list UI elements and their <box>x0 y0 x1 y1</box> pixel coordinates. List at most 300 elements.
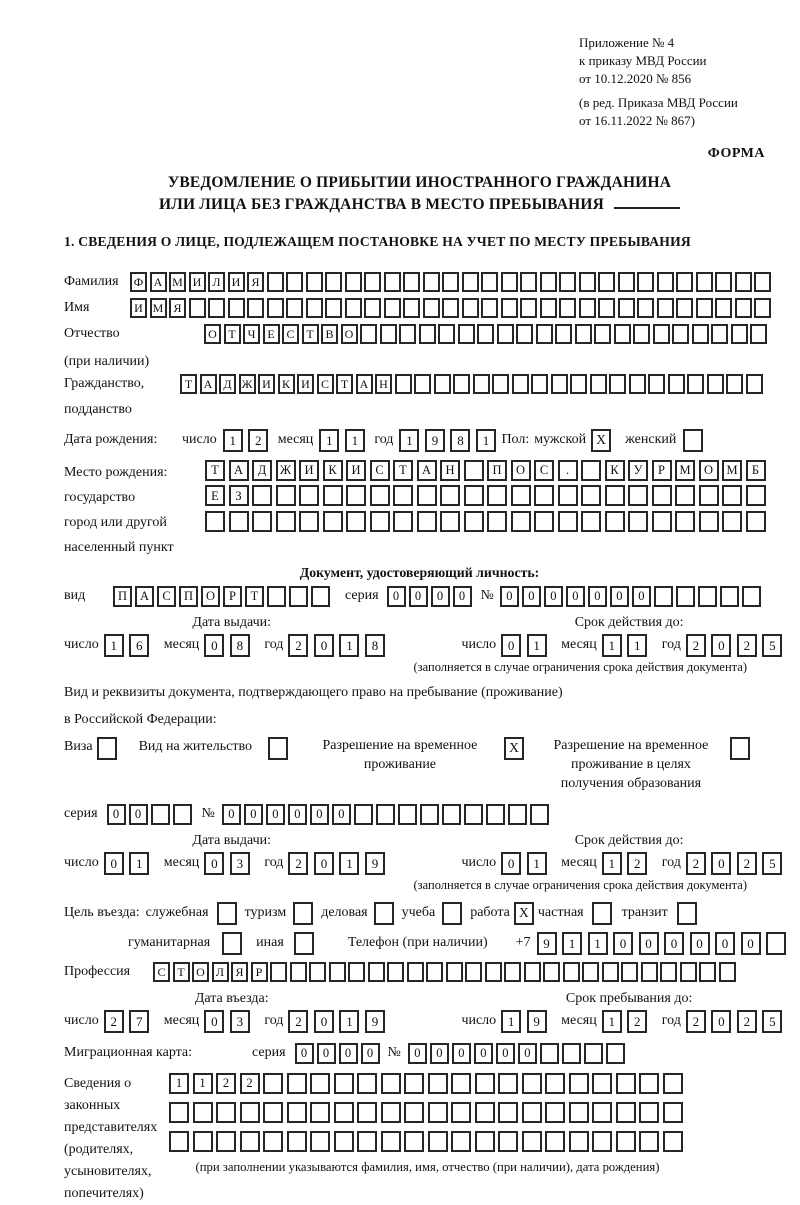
char-cell[interactable] <box>522 1131 542 1152</box>
char-cell[interactable]: 1 <box>588 932 608 955</box>
char-cell[interactable] <box>511 485 531 506</box>
char-cell[interactable] <box>477 324 494 344</box>
char-cell[interactable] <box>475 1102 495 1123</box>
char-cell[interactable]: Ф <box>130 272 147 292</box>
char-cell[interactable]: 0 <box>107 804 126 825</box>
char-cell[interactable] <box>393 485 413 506</box>
char-cell[interactable] <box>562 1043 581 1064</box>
residence-permit-checkbox[interactable] <box>268 737 288 760</box>
char-cell[interactable] <box>498 1102 518 1123</box>
char-cell[interactable] <box>545 1102 565 1123</box>
char-cell[interactable]: Т <box>180 374 197 394</box>
char-cell[interactable] <box>267 298 284 318</box>
char-cell[interactable] <box>628 511 648 532</box>
char-cell[interactable]: 2 <box>216 1073 236 1094</box>
char-cell[interactable] <box>584 1043 603 1064</box>
char-cell[interactable] <box>267 586 286 607</box>
char-cell[interactable] <box>676 272 693 292</box>
char-cell[interactable] <box>417 485 437 506</box>
char-cell[interactable] <box>531 374 548 394</box>
char-cell[interactable] <box>498 1131 518 1152</box>
char-cell[interactable]: З <box>229 485 249 506</box>
visa-checkbox[interactable] <box>97 737 117 760</box>
char-cell[interactable]: С <box>370 460 390 481</box>
char-cell[interactable]: П <box>487 460 507 481</box>
char-cell[interactable]: М <box>722 460 742 481</box>
char-cell[interactable]: 1 <box>193 1073 213 1094</box>
char-cell[interactable]: 0 <box>711 1010 731 1033</box>
char-cell[interactable] <box>766 932 786 955</box>
char-cell[interactable]: 2 <box>686 852 706 875</box>
char-cell[interactable]: А <box>150 272 167 292</box>
char-cell[interactable] <box>540 298 557 318</box>
char-cell[interactable]: 1 <box>339 634 359 657</box>
char-cell[interactable] <box>663 1073 683 1094</box>
char-cell[interactable]: Т <box>173 962 190 982</box>
char-cell[interactable]: Т <box>302 324 319 344</box>
char-cell[interactable]: О <box>511 460 531 481</box>
char-cell[interactable]: 5 <box>762 634 782 657</box>
char-cell[interactable] <box>680 962 697 982</box>
char-cell[interactable]: О <box>699 460 719 481</box>
char-cell[interactable]: Д <box>252 460 272 481</box>
char-cell[interactable]: 9 <box>425 429 445 452</box>
char-cell[interactable] <box>639 1073 659 1094</box>
char-cell[interactable]: Я <box>169 298 186 318</box>
char-cell[interactable] <box>618 272 635 292</box>
char-cell[interactable] <box>364 272 381 292</box>
char-cell[interactable] <box>672 324 689 344</box>
char-cell[interactable] <box>267 272 284 292</box>
char-cell[interactable]: 0 <box>496 1043 515 1064</box>
char-cell[interactable]: С <box>153 962 170 982</box>
char-cell[interactable] <box>228 298 245 318</box>
char-cell[interactable] <box>487 485 507 506</box>
char-cell[interactable] <box>719 962 736 982</box>
purpose-tourism-checkbox[interactable] <box>293 902 313 925</box>
char-cell[interactable]: 2 <box>686 1010 706 1033</box>
char-cell[interactable]: 0 <box>222 804 241 825</box>
char-cell[interactable] <box>746 374 763 394</box>
char-cell[interactable] <box>323 511 343 532</box>
char-cell[interactable]: 0 <box>314 634 334 657</box>
char-cell[interactable] <box>524 962 541 982</box>
char-cell[interactable]: 0 <box>288 804 307 825</box>
char-cell[interactable]: 2 <box>104 1010 124 1033</box>
char-cell[interactable] <box>240 1102 260 1123</box>
char-cell[interactable] <box>616 1102 636 1123</box>
char-cell[interactable] <box>559 298 576 318</box>
char-cell[interactable]: 0 <box>474 1043 493 1064</box>
char-cell[interactable] <box>726 374 743 394</box>
char-cell[interactable]: 2 <box>627 1010 647 1033</box>
char-cell[interactable] <box>555 324 572 344</box>
char-cell[interactable] <box>486 804 505 825</box>
char-cell[interactable] <box>641 962 658 982</box>
char-cell[interactable] <box>579 298 596 318</box>
char-cell[interactable] <box>440 485 460 506</box>
char-cell[interactable]: 1 <box>476 429 496 452</box>
char-cell[interactable]: Я <box>247 272 264 292</box>
char-cell[interactable] <box>381 1073 401 1094</box>
char-cell[interactable]: . <box>558 460 578 481</box>
purpose-study-checkbox[interactable] <box>442 902 462 925</box>
char-cell[interactable]: 0 <box>566 586 585 607</box>
char-cell[interactable]: 0 <box>500 586 519 607</box>
char-cell[interactable]: 0 <box>544 586 563 607</box>
char-cell[interactable] <box>276 511 296 532</box>
char-cell[interactable]: 1 <box>345 429 365 452</box>
char-cell[interactable] <box>453 374 470 394</box>
char-cell[interactable]: 1 <box>627 634 647 657</box>
char-cell[interactable] <box>592 1131 612 1152</box>
char-cell[interactable]: Д <box>219 374 236 394</box>
char-cell[interactable]: 2 <box>737 852 757 875</box>
char-cell[interactable]: Я <box>231 962 248 982</box>
char-cell[interactable] <box>720 586 739 607</box>
char-cell[interactable]: 0 <box>129 804 148 825</box>
char-cell[interactable] <box>465 962 482 982</box>
char-cell[interactable]: 6 <box>129 634 149 657</box>
char-cell[interactable] <box>742 586 761 607</box>
char-cell[interactable] <box>458 324 475 344</box>
char-cell[interactable]: 0 <box>310 804 329 825</box>
char-cell[interactable] <box>731 324 748 344</box>
char-cell[interactable]: Л <box>212 962 229 982</box>
char-cell[interactable] <box>462 272 479 292</box>
char-cell[interactable]: 0 <box>711 634 731 657</box>
char-cell[interactable] <box>325 298 342 318</box>
char-cell[interactable] <box>534 485 554 506</box>
char-cell[interactable]: С <box>157 586 176 607</box>
char-cell[interactable] <box>451 1073 471 1094</box>
char-cell[interactable]: 1 <box>562 932 582 955</box>
char-cell[interactable]: И <box>130 298 147 318</box>
char-cell[interactable]: 2 <box>288 1010 308 1033</box>
char-cell[interactable] <box>582 962 599 982</box>
char-cell[interactable]: 1 <box>129 852 149 875</box>
char-cell[interactable] <box>598 298 615 318</box>
char-cell[interactable] <box>536 324 553 344</box>
char-cell[interactable] <box>639 1131 659 1152</box>
char-cell[interactable] <box>310 1131 330 1152</box>
char-cell[interactable] <box>497 324 514 344</box>
char-cell[interactable] <box>590 374 607 394</box>
char-cell[interactable] <box>334 1073 354 1094</box>
char-cell[interactable]: И <box>258 374 275 394</box>
char-cell[interactable]: 5 <box>762 852 782 875</box>
char-cell[interactable] <box>323 485 343 506</box>
char-cell[interactable]: 0 <box>295 1043 314 1064</box>
char-cell[interactable]: И <box>299 460 319 481</box>
char-cell[interactable] <box>426 962 443 982</box>
char-cell[interactable]: 0 <box>690 932 710 955</box>
char-cell[interactable]: М <box>675 460 695 481</box>
char-cell[interactable] <box>462 298 479 318</box>
char-cell[interactable]: 1 <box>602 634 622 657</box>
char-cell[interactable]: Т <box>336 374 353 394</box>
char-cell[interactable] <box>208 298 225 318</box>
char-cell[interactable] <box>699 962 716 982</box>
char-cell[interactable]: Н <box>375 374 392 394</box>
char-cell[interactable] <box>481 298 498 318</box>
purpose-business-checkbox[interactable] <box>374 902 394 925</box>
char-cell[interactable]: К <box>605 460 625 481</box>
char-cell[interactable] <box>407 962 424 982</box>
char-cell[interactable]: 0 <box>741 932 761 955</box>
char-cell[interactable]: Л <box>208 272 225 292</box>
char-cell[interactable] <box>512 374 529 394</box>
char-cell[interactable] <box>428 1102 448 1123</box>
char-cell[interactable] <box>417 511 437 532</box>
char-cell[interactable] <box>618 298 635 318</box>
char-cell[interactable]: 0 <box>314 1010 334 1033</box>
char-cell[interactable] <box>414 374 431 394</box>
char-cell[interactable] <box>193 1131 213 1152</box>
char-cell[interactable] <box>707 374 724 394</box>
char-cell[interactable] <box>616 1131 636 1152</box>
char-cell[interactable]: 0 <box>613 932 633 955</box>
char-cell[interactable] <box>750 324 767 344</box>
char-cell[interactable] <box>629 374 646 394</box>
char-cell[interactable] <box>299 511 319 532</box>
char-cell[interactable]: О <box>201 586 220 607</box>
char-cell[interactable]: 1 <box>223 429 243 452</box>
char-cell[interactable] <box>648 374 665 394</box>
char-cell[interactable] <box>346 511 366 532</box>
char-cell[interactable]: Т <box>224 324 241 344</box>
char-cell[interactable] <box>381 1102 401 1123</box>
char-cell[interactable] <box>393 511 413 532</box>
char-cell[interactable] <box>540 272 557 292</box>
char-cell[interactable] <box>189 298 206 318</box>
char-cell[interactable] <box>310 1102 330 1123</box>
char-cell[interactable]: Р <box>652 460 672 481</box>
char-cell[interactable]: 9 <box>537 932 557 955</box>
char-cell[interactable] <box>492 374 509 394</box>
char-cell[interactable] <box>540 1043 559 1064</box>
char-cell[interactable]: Т <box>205 460 225 481</box>
char-cell[interactable] <box>569 1102 589 1123</box>
char-cell[interactable]: 2 <box>240 1073 260 1094</box>
char-cell[interactable] <box>404 1073 424 1094</box>
char-cell[interactable] <box>440 511 460 532</box>
purpose-humanitarian-checkbox[interactable] <box>222 932 242 955</box>
char-cell[interactable] <box>481 272 498 292</box>
char-cell[interactable]: 0 <box>664 932 684 955</box>
char-cell[interactable] <box>614 324 631 344</box>
char-cell[interactable] <box>545 1131 565 1152</box>
char-cell[interactable]: 3 <box>230 1010 250 1033</box>
char-cell[interactable] <box>722 485 742 506</box>
char-cell[interactable]: 8 <box>230 634 250 657</box>
char-cell[interactable] <box>663 1102 683 1123</box>
char-cell[interactable] <box>485 962 502 982</box>
char-cell[interactable] <box>354 804 373 825</box>
char-cell[interactable] <box>676 298 693 318</box>
char-cell[interactable] <box>299 485 319 506</box>
char-cell[interactable] <box>357 1131 377 1152</box>
char-cell[interactable] <box>735 272 752 292</box>
char-cell[interactable]: 1 <box>501 1010 521 1033</box>
char-cell[interactable] <box>193 1102 213 1123</box>
char-cell[interactable] <box>652 511 672 532</box>
char-cell[interactable] <box>399 324 416 344</box>
char-cell[interactable] <box>384 298 401 318</box>
char-cell[interactable] <box>287 1073 307 1094</box>
char-cell[interactable]: 0 <box>244 804 263 825</box>
char-cell[interactable]: 0 <box>204 852 224 875</box>
char-cell[interactable]: 1 <box>169 1073 189 1094</box>
char-cell[interactable]: 0 <box>430 1043 449 1064</box>
char-cell[interactable]: 0 <box>204 634 224 657</box>
char-cell[interactable] <box>696 298 713 318</box>
char-cell[interactable] <box>516 324 533 344</box>
char-cell[interactable]: 8 <box>450 429 470 452</box>
char-cell[interactable]: Ж <box>276 460 296 481</box>
char-cell[interactable] <box>464 511 484 532</box>
char-cell[interactable]: 9 <box>365 852 385 875</box>
char-cell[interactable] <box>654 586 673 607</box>
char-cell[interactable]: 2 <box>288 634 308 657</box>
char-cell[interactable] <box>229 511 249 532</box>
char-cell[interactable] <box>169 1102 189 1123</box>
char-cell[interactable]: 0 <box>501 634 521 657</box>
char-cell[interactable] <box>464 485 484 506</box>
char-cell[interactable] <box>306 272 323 292</box>
char-cell[interactable]: Р <box>223 586 242 607</box>
char-cell[interactable]: 1 <box>104 634 124 657</box>
char-cell[interactable]: 0 <box>317 1043 336 1064</box>
char-cell[interactable] <box>442 298 459 318</box>
char-cell[interactable] <box>715 298 732 318</box>
char-cell[interactable] <box>543 962 560 982</box>
char-cell[interactable]: В <box>321 324 338 344</box>
char-cell[interactable] <box>581 485 601 506</box>
char-cell[interactable]: 0 <box>409 586 428 607</box>
char-cell[interactable]: 0 <box>266 804 285 825</box>
char-cell[interactable] <box>551 374 568 394</box>
char-cell[interactable] <box>395 374 412 394</box>
char-cell[interactable] <box>520 272 537 292</box>
char-cell[interactable] <box>660 962 677 982</box>
char-cell[interactable] <box>606 1043 625 1064</box>
char-cell[interactable] <box>675 485 695 506</box>
temp-residence-education-checkbox[interactable] <box>730 737 750 760</box>
char-cell[interactable]: 1 <box>602 852 622 875</box>
char-cell[interactable] <box>558 485 578 506</box>
char-cell[interactable] <box>286 298 303 318</box>
char-cell[interactable]: У <box>628 460 648 481</box>
char-cell[interactable] <box>522 1073 542 1094</box>
char-cell[interactable] <box>446 962 463 982</box>
char-cell[interactable] <box>473 374 490 394</box>
char-cell[interactable] <box>711 324 728 344</box>
char-cell[interactable]: Ж <box>239 374 256 394</box>
char-cell[interactable] <box>609 374 626 394</box>
char-cell[interactable]: 1 <box>527 852 547 875</box>
char-cell[interactable] <box>289 586 308 607</box>
char-cell[interactable] <box>621 962 638 982</box>
char-cell[interactable] <box>380 324 397 344</box>
sex-male-checkbox[interactable]: X <box>591 429 611 452</box>
char-cell[interactable] <box>216 1131 236 1152</box>
char-cell[interactable]: 0 <box>452 1043 471 1064</box>
char-cell[interactable] <box>598 272 615 292</box>
char-cell[interactable]: С <box>317 374 334 394</box>
char-cell[interactable]: М <box>150 298 167 318</box>
char-cell[interactable] <box>558 511 578 532</box>
char-cell[interactable]: Ч <box>243 324 260 344</box>
char-cell[interactable] <box>376 804 395 825</box>
char-cell[interactable] <box>252 485 272 506</box>
char-cell[interactable]: 0 <box>453 586 472 607</box>
char-cell[interactable] <box>569 1073 589 1094</box>
char-cell[interactable] <box>501 272 518 292</box>
char-cell[interactable] <box>581 460 601 481</box>
char-cell[interactable] <box>384 272 401 292</box>
char-cell[interactable] <box>451 1102 471 1123</box>
char-cell[interactable] <box>306 298 323 318</box>
char-cell[interactable]: А <box>229 460 249 481</box>
char-cell[interactable]: С <box>534 460 554 481</box>
sex-female-checkbox[interactable] <box>683 429 703 452</box>
char-cell[interactable]: Б <box>746 460 766 481</box>
char-cell[interactable] <box>628 485 648 506</box>
char-cell[interactable] <box>581 511 601 532</box>
char-cell[interactable] <box>434 374 451 394</box>
char-cell[interactable] <box>290 962 307 982</box>
char-cell[interactable]: О <box>341 324 358 344</box>
char-cell[interactable] <box>423 272 440 292</box>
char-cell[interactable] <box>475 1073 495 1094</box>
char-cell[interactable]: 1 <box>527 634 547 657</box>
char-cell[interactable] <box>360 324 377 344</box>
char-cell[interactable] <box>592 1073 612 1094</box>
char-cell[interactable] <box>451 1131 471 1152</box>
char-cell[interactable] <box>699 511 719 532</box>
char-cell[interactable]: Н <box>440 460 460 481</box>
purpose-work-checkbox[interactable]: X <box>514 902 534 925</box>
char-cell[interactable] <box>151 804 170 825</box>
purpose-official-checkbox[interactable] <box>217 902 237 925</box>
char-cell[interactable] <box>403 298 420 318</box>
char-cell[interactable] <box>423 298 440 318</box>
char-cell[interactable] <box>559 272 576 292</box>
char-cell[interactable] <box>334 1131 354 1152</box>
char-cell[interactable] <box>746 485 766 506</box>
char-cell[interactable]: 0 <box>204 1010 224 1033</box>
char-cell[interactable]: П <box>179 586 198 607</box>
char-cell[interactable] <box>754 272 771 292</box>
char-cell[interactable] <box>345 298 362 318</box>
char-cell[interactable] <box>403 272 420 292</box>
char-cell[interactable] <box>663 1131 683 1152</box>
char-cell[interactable]: 2 <box>737 1010 757 1033</box>
char-cell[interactable] <box>715 272 732 292</box>
char-cell[interactable]: М <box>169 272 186 292</box>
char-cell[interactable]: 0 <box>632 586 651 607</box>
char-cell[interactable] <box>594 324 611 344</box>
char-cell[interactable]: П <box>113 586 132 607</box>
char-cell[interactable] <box>592 1102 612 1123</box>
char-cell[interactable] <box>487 511 507 532</box>
char-cell[interactable] <box>276 485 296 506</box>
char-cell[interactable]: 8 <box>365 634 385 657</box>
char-cell[interactable] <box>698 586 717 607</box>
char-cell[interactable] <box>370 485 390 506</box>
char-cell[interactable]: И <box>346 460 366 481</box>
